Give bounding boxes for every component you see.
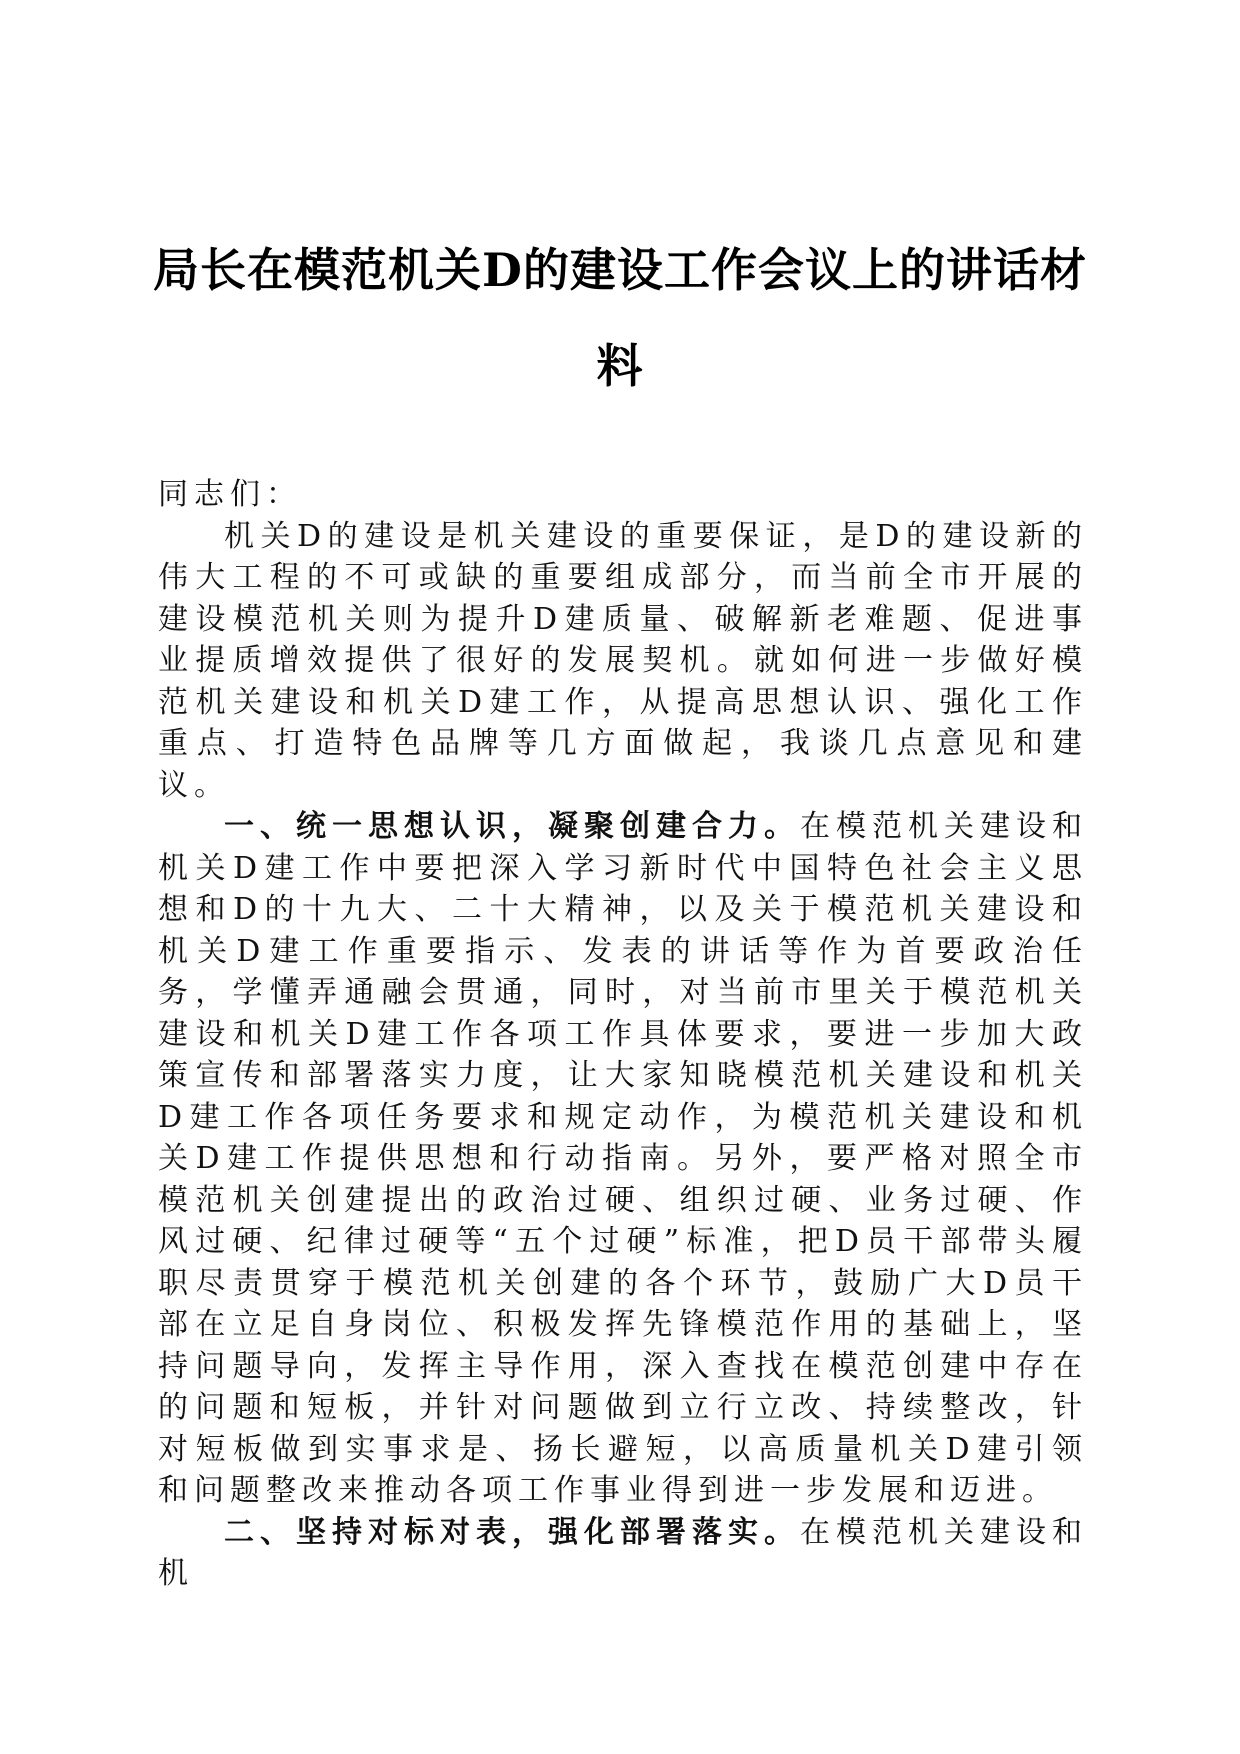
document-title: 局长在模范机关D的建设工作会议上的讲话材料	[153, 243, 1087, 393]
paragraph-2	[158, 806, 1088, 1512]
document-body	[158, 474, 1088, 1595]
paragraph-2-text: 在模范机关建设和机关D建工作中要把深入学习新时代中国特色社会主义思想和D的十九大、二十大精神，以及关于模范机关建设和机关D建工作重要指示、发表的讲话等作为首要政治任务，学懂弄通融会贯通，同时，对当前市里关于模范机关建设和机关D建工作各项工作具体要求，要进一步加大政策宣传和部署落实力度，让大家知晓模范机关建设和机关D建工作各项任务要求和规定动作，为模范机关建设和机关D建工作提供思想和行动指南。另外，要严格对照全市模范机关创建提出的政治过硬、组织过硬、业务过硬、作风过硬、纪律过硬等“五个过硬”标准，把D员干部带头履职尽责贯穿于模范机关创建的各个环节，鼓励广大D员干部在立足自身岗位、积极发挥先锋模范作用的基础上，坚持问题导向，发挥主导作用，深入查找在模范创建中存在的问题和短板，并针对问题做到立行立改、持续整改，针对短板做到实事求是、扬长避短，以高质量机关D建引领和问题整改来推动各项工作事业得到进一步发展和迈进。	[158, 809, 1088, 1508]
paragraph-3	[158, 1512, 1088, 1595]
paragraph-1-text: 机关D的建设是机关建设的重要保证，是D的建设新的伟大工程的不可或缺的重要组成部分，而当前全市开展的建设模范机关则为提升D建质量、破解新老难题、促进事业提质增效提供了很好的发展契机。就如何进一步做好模范机关建设和机关D建工作，从提高思想认识、强化工作重点、打造特色品牌等几方面做起，我谈几点意见和建议。	[158, 518, 1088, 803]
section-heading-2: 二、坚持对标对表，强化部署落实。	[224, 1514, 800, 1550]
paragraph-1	[158, 516, 1088, 807]
section-heading-1: 一、统一思想认识，凝聚创建合力。	[224, 809, 800, 844]
salutation: 同志们：	[158, 477, 302, 512]
paragraph-3-text: 在模范机关建设和机	[158, 1514, 1088, 1591]
